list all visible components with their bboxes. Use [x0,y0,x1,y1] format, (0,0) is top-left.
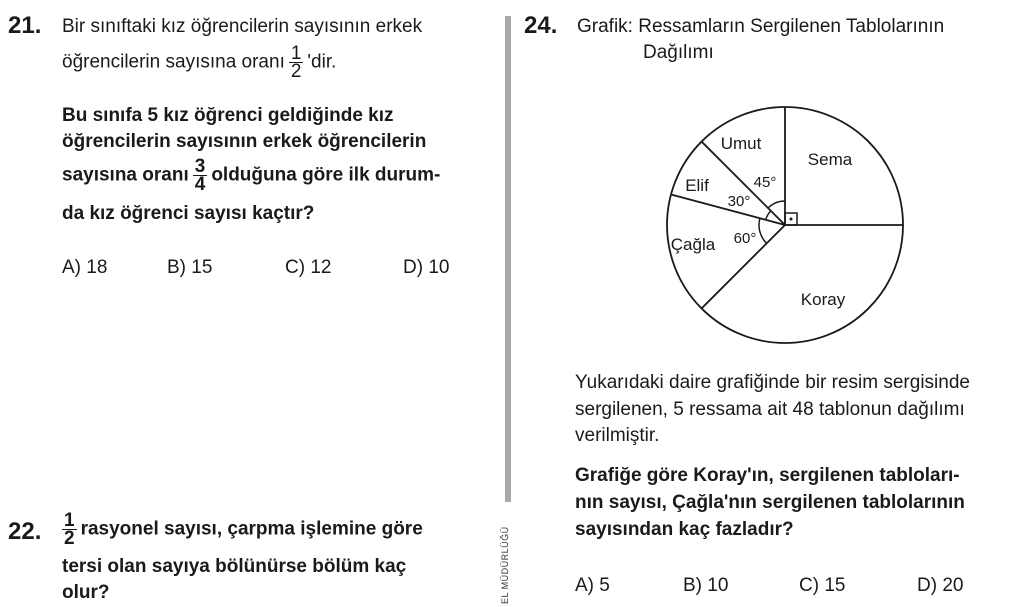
question-24-number: 24. [524,12,558,39]
q24-title-line1: Grafik: Ressamların Sergilenen Tablolarının [577,16,945,37]
q24-option-a[interactable]: A) 5 [575,575,610,596]
fraction-denominator: 4 [194,174,206,195]
q22-fraction-1-2 [62,512,77,547]
pie-label-koray: Koray [800,290,846,309]
fraction-denominator: 2 [64,528,75,549]
pie-chart-group [667,107,903,343]
pie-label-çağla: Çağla [670,235,716,254]
q24-bold-line2: nın sayısı, Çağla'nın sergilenen tablolarının [575,492,965,513]
q21-fraction-1-2 [289,45,304,80]
q21-bold-line2: öğrencilerin sayısının erkek öğrencilerin [62,131,427,152]
q21-line2-post: 'dir. [307,51,337,73]
q24-para-line3: verilmiştir. [575,425,660,446]
fraction-denominator: 2 [290,61,302,82]
fraction-numerator: 1 [64,510,75,531]
pie-label-umut: Umut [720,134,762,153]
q24-para-line1: Yukarıdaki daire grafiğinde bir resim sergisinde [575,372,970,393]
angle-label-elif: 30° [727,193,751,210]
pie-label-sema: Sema [807,150,853,169]
fraction-numerator: 3 [194,156,206,177]
pie-chart [655,95,915,355]
right-angle-dot [790,218,793,221]
q24-option-d[interactable]: D) 20 [917,575,964,596]
q22-line1-text: rasyonel sayısı, çarpma işlemine göre [80,518,423,540]
q21-option-d[interactable]: D) 10 [403,257,450,278]
sidebar-vertical-text: EL MÜDÜRLÜĞÜ [500,526,510,604]
q21-option-b[interactable]: B) 15 [167,257,213,278]
q21-option-a[interactable]: A) 18 [62,257,108,278]
q24-para-line2: sergilenen, 5 ressama ait 48 tablonun dağılımı [575,399,965,420]
fraction-numerator: 1 [290,43,302,64]
q21-line2 [62,45,336,80]
q21-bold-line3-post: olduğuna göre ilk durum- [211,164,441,186]
q24-title-line2: Dağılımı [643,42,714,63]
question-21-number: 21. [8,12,42,39]
q22-line3: olur? [62,582,110,603]
q21-fraction-3-4 [193,158,208,193]
q21-bold-line4: da kız öğrenci sayısı kaçtır? [62,203,315,224]
q22-line2: tersi olan sayıya bölünürse bölüm kaç [62,556,407,577]
pie-label-elif: Elif [685,176,709,195]
q22-line1 [62,512,423,547]
angle-label-cagla: 60° [733,230,757,247]
q24-option-c[interactable]: C) 15 [799,575,846,596]
angle-label-umut: 45° [753,174,777,191]
question-22-number: 22. [8,518,42,545]
q21-bold-line3-pre: sayısına oranı [62,164,189,186]
q24-bold-line3: sayısından kaç fazladır? [575,519,794,540]
q21-bold-line1: Bu sınıfa 5 kız öğrenci geldiğinde kız [62,105,394,126]
q21-bold-line3 [62,158,440,193]
q21-line1: Bir sınıftaki kız öğrencilerin sayısının erkek [62,16,423,37]
q21-option-c[interactable]: C) 12 [285,257,332,278]
q21-line2-pre: öğrencilerin sayısına oranı [62,51,285,73]
q24-option-b[interactable]: B) 10 [683,575,729,596]
q24-bold-line1: Grafiğe göre Koray'ın, sergilenen tabloları- [575,465,960,486]
column-divider [505,16,511,502]
